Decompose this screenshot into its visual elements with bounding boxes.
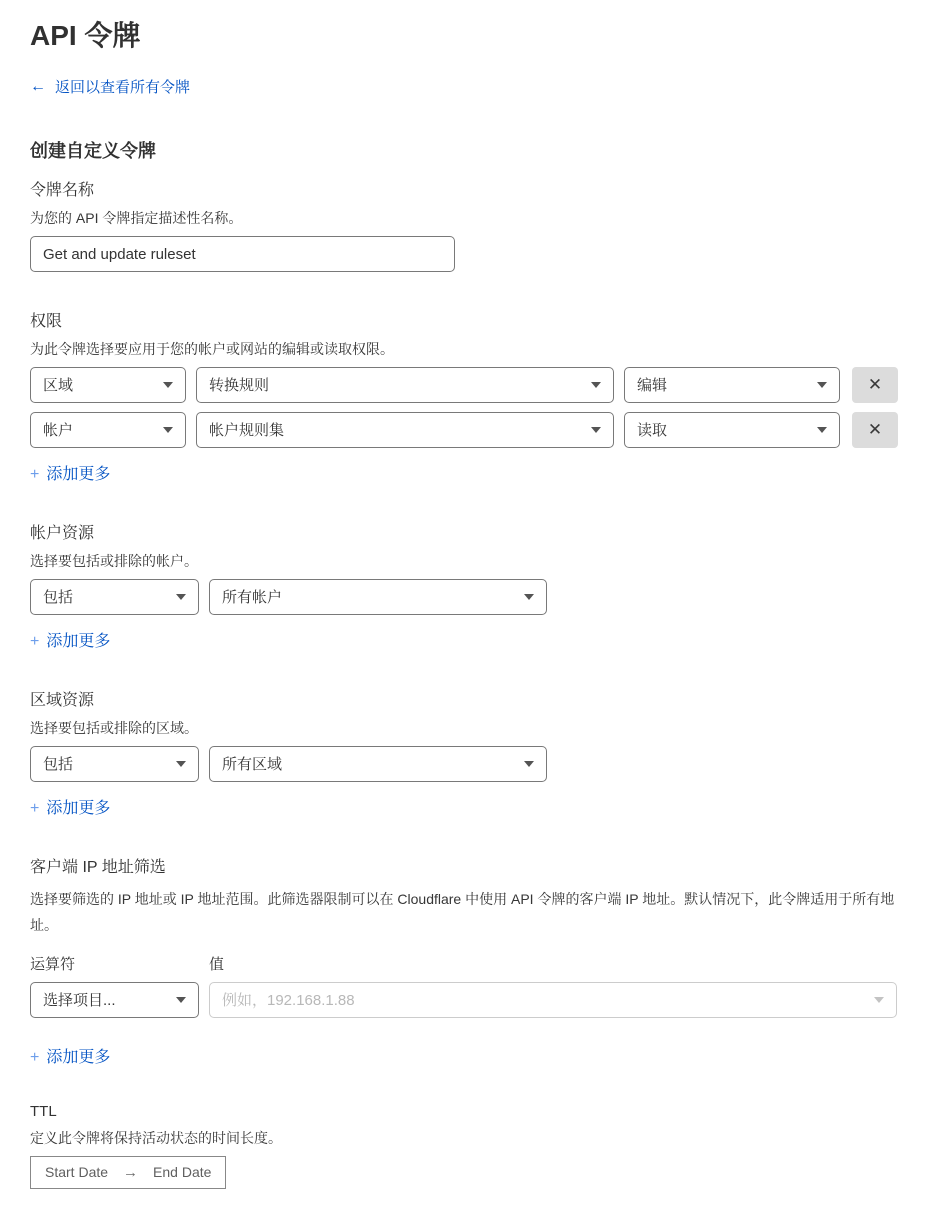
zone-resources-help: 选择要包括或排除的区域。 [30,719,198,736]
chevron-down-icon [817,427,827,433]
permission-access-select[interactable] [624,412,840,448]
zone-selection-select[interactable] [209,746,547,782]
ip-filter-help: 选择要筛选的 IP 地址或 IP 地址范围。此筛选器限制可以在 Cloudflare 中使用 API 令牌的客户端 IP 地址。默认情况下，此令牌适用于所有地址。 [30,890,895,934]
ip-value-placeholder: 例如，192.168.1.88 [222,992,355,1010]
chevron-down-icon [591,427,601,433]
account-selection-select[interactable] [209,579,547,615]
chevron-down-icon [163,427,173,433]
add-more-zone-link[interactable] [30,795,110,818]
ttl-date-range-picker[interactable] [30,1156,226,1189]
add-more-label: 添加更多 [46,465,111,483]
close-icon: ✕ [867,420,883,440]
token-name-help: 为您的 API 令牌指定描述性名称。 [30,210,243,227]
back-link-label: 返回以查看所有令牌 [55,79,191,97]
chevron-down-icon [874,997,884,1003]
chevron-down-icon [817,382,827,388]
account-selection-value: 所有帐户 [222,589,283,607]
zone-resources-label: 区域资源 [30,691,95,709]
chevron-down-icon [176,997,186,1003]
permission-scope-value: 区域 [43,377,74,395]
zone-include-value: 包括 [43,756,74,774]
account-include-value: 包括 [43,589,74,607]
operator-label: 运算符 [30,955,76,973]
back-link[interactable] [30,76,190,97]
remove-permission-button[interactable] [852,412,898,448]
permission-resource-value: 帐户规则集 [209,422,285,440]
page-title: API 令牌 [30,20,141,51]
token-name-label: 令牌名称 [30,182,95,200]
plus-icon: + [30,1048,40,1066]
permission-access-value: 读取 [637,422,668,440]
ip-operator-select[interactable] [30,982,199,1018]
token-name-input[interactable] [30,236,455,272]
permission-scope-select[interactable] [30,367,186,403]
end-date-field[interactable]: End Date [153,1164,212,1181]
chevron-down-icon [591,382,601,388]
permission-scope-value: 帐户 [43,422,74,440]
value-label: 值 [209,955,225,973]
zone-resources-row [30,746,911,782]
add-more-label: 添加更多 [46,799,111,817]
permission-access-value: 编辑 [637,377,668,395]
ip-value-input[interactable] [209,982,897,1018]
account-resources-row [30,579,911,615]
plus-icon: + [30,632,40,650]
ip-filter-field-labels [30,953,911,974]
permission-resource-select[interactable] [196,412,614,448]
ip-operator-placeholder: 选择项目... [43,992,116,1010]
account-include-select[interactable] [30,579,199,615]
zone-selection-value: 所有区域 [222,756,283,774]
permission-access-select[interactable] [624,367,840,403]
chevron-down-icon [176,594,186,600]
plus-icon: + [30,465,40,483]
add-more-label: 添加更多 [46,632,111,650]
add-more-label: 添加更多 [46,1048,111,1066]
close-icon: ✕ [867,375,883,395]
start-date-field[interactable]: Start Date [45,1164,109,1181]
arrow-left-icon: ← [30,77,46,95]
add-more-account-link[interactable] [30,628,110,651]
permissions-label: 权限 [30,313,63,331]
permission-row [30,412,911,448]
zone-include-select[interactable] [30,746,199,782]
permission-resource-select[interactable] [196,367,614,403]
permission-resource-value: 转换规则 [209,377,270,395]
account-resources-help: 选择要包括或排除的帐户。 [30,552,198,569]
ttl-help: 定义此令牌将保持活动状态的时间长度。 [30,1129,282,1146]
account-resources-label: 帐户资源 [30,524,95,542]
arrow-right-icon: → [123,1163,139,1181]
add-more-ip-link[interactable] [30,1044,110,1067]
chevron-down-icon [163,382,173,388]
ip-filter-row [30,982,911,1018]
permission-row [30,367,911,403]
chevron-down-icon [524,594,534,600]
form-heading: 创建自定义令牌 [30,141,156,162]
permissions-help: 为此令牌选择要应用于您的帐户或网站的编辑或读取权限。 [30,341,394,358]
remove-permission-button[interactable] [852,367,898,403]
chevron-down-icon [176,761,186,767]
ttl-label: TTL [30,1102,57,1120]
add-more-permission-link[interactable] [30,461,110,484]
ip-filter-label: 客户端 IP 地址筛选 [30,858,166,876]
plus-icon: + [30,799,40,817]
chevron-down-icon [524,761,534,767]
permission-scope-select[interactable] [30,412,186,448]
